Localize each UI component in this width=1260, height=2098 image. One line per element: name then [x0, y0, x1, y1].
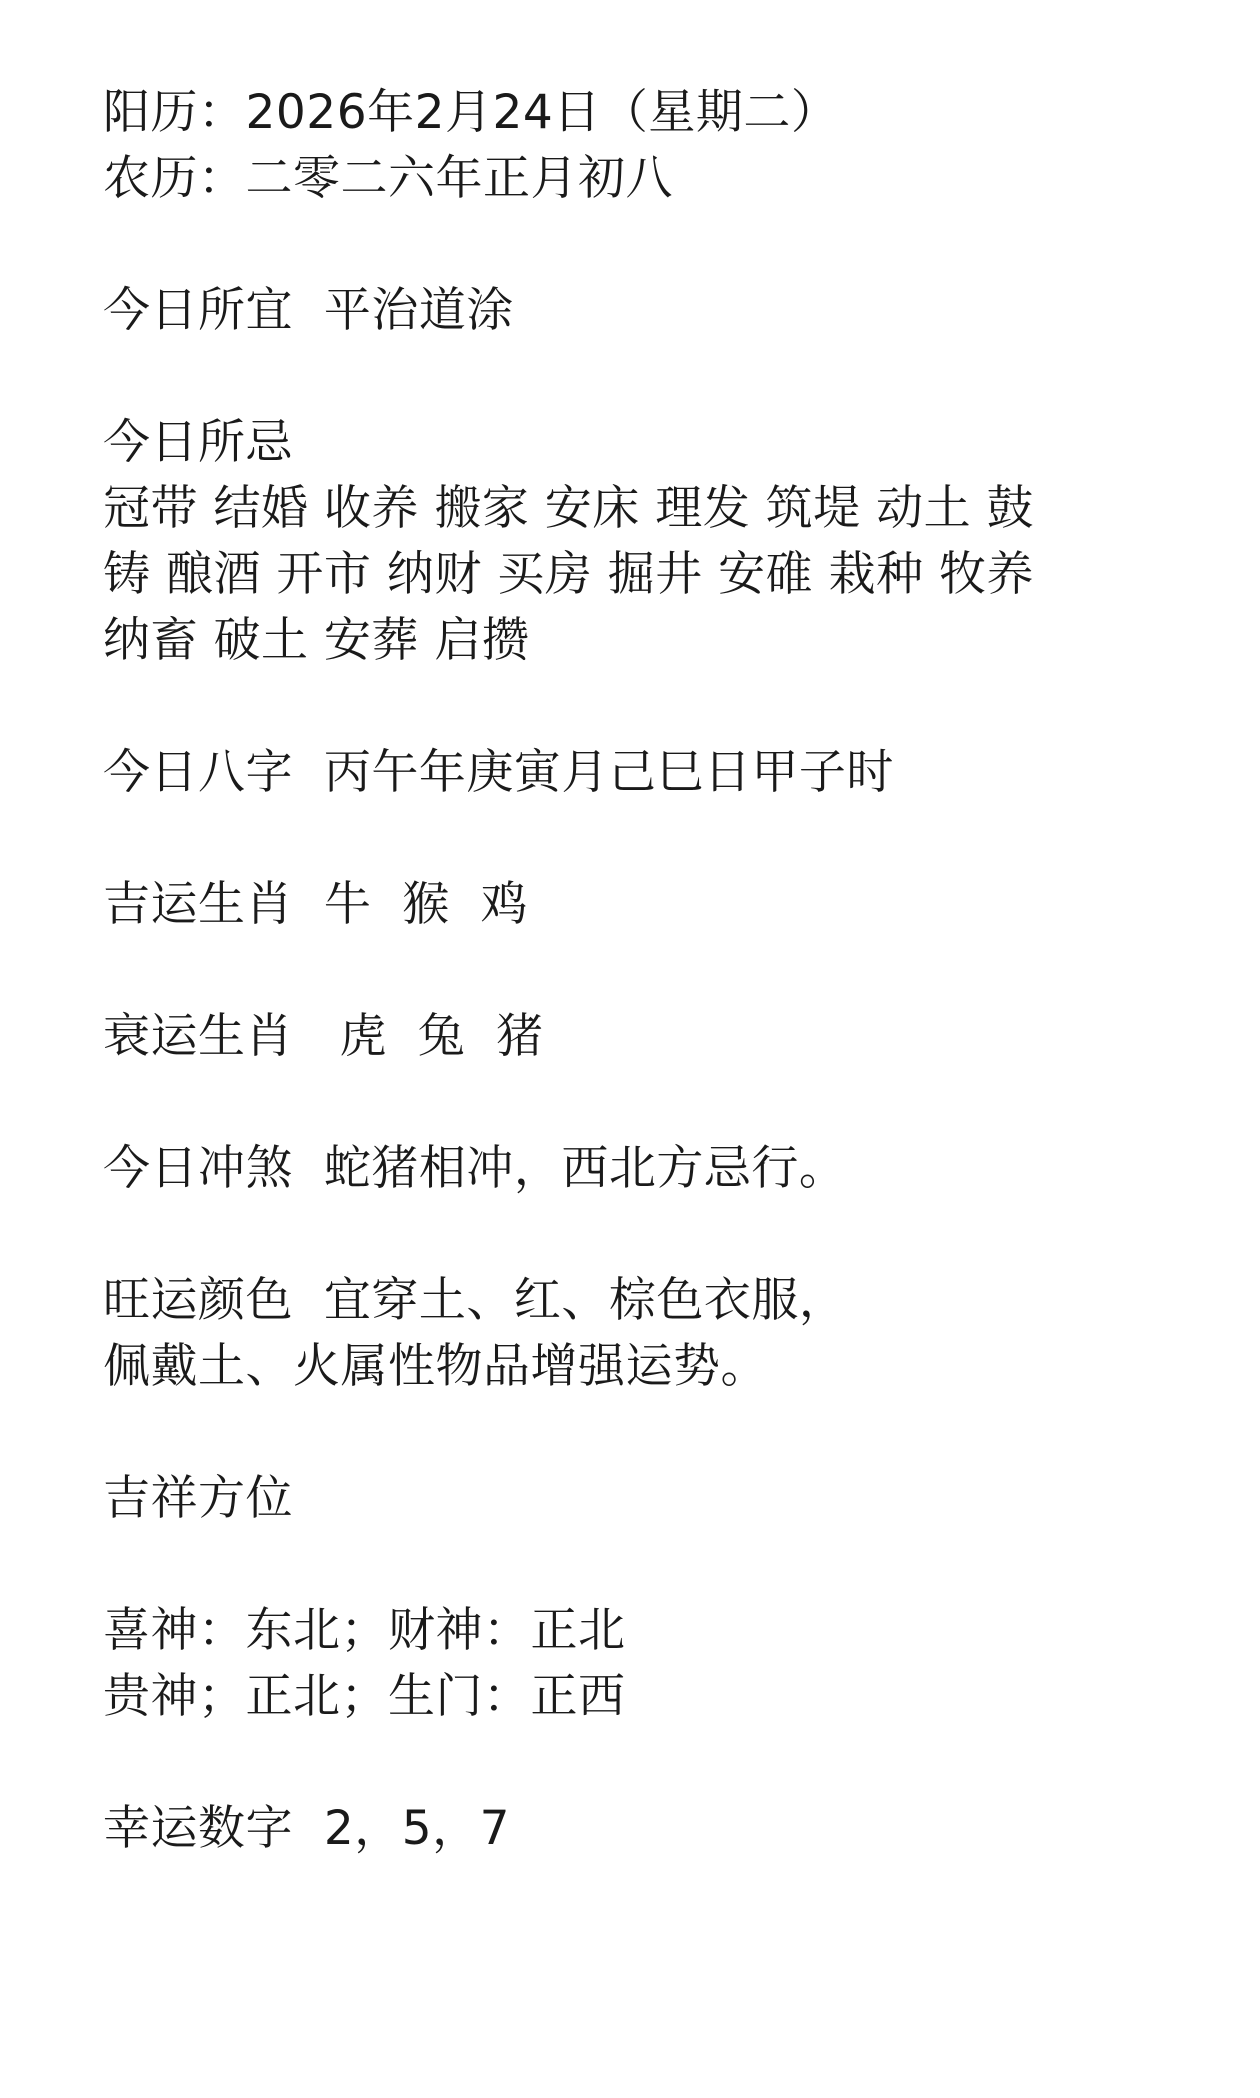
avoid-line-3: 纳畜 破土 安葬 启攒 — [103, 613, 530, 668]
spacer — [103, 1400, 1183, 1466]
spacer — [103, 1070, 1183, 1136]
almanac-document — [103, 80, 1183, 1862]
avoid-heading: 今日所忌 — [103, 415, 293, 470]
spacer — [103, 938, 1183, 1004]
spacer — [103, 1202, 1183, 1268]
clash-today: 今日冲煞 蛇猪相冲，西北方忌行。 — [103, 1141, 847, 1196]
directions-line-2: 贵神；正北；生门：正西 — [103, 1669, 626, 1724]
spacer — [103, 212, 1183, 278]
directions-heading: 吉祥方位 — [103, 1471, 293, 1526]
avoid-line-1: 冠带 结婚 收养 搬家 安床 理发 筑堤 动土 鼓 — [103, 481, 1035, 536]
bazi-today: 今日八字 丙午年庚寅月己巳日甲子时 — [103, 745, 894, 800]
unlucky-zodiac: 衰运生肖 虎 兔 猪 — [103, 1009, 544, 1064]
lunar-date: 农历：二零二六年正月初八 — [103, 151, 673, 206]
directions-line-1: 喜神：东北；财神：正北 — [103, 1603, 626, 1658]
suitable-today: 今日所宜 平治道涂 — [103, 283, 514, 338]
avoid-line-2: 铸 酿酒 开市 纳财 买房 掘井 安碓 栽种 牧养 — [103, 547, 1035, 602]
spacer — [103, 344, 1183, 410]
lucky-colors-line-1: 旺运颜色 宜穿土、红、棕色衣服， — [103, 1273, 847, 1328]
lucky-zodiac: 吉运生肖 牛 猴 鸡 — [103, 877, 529, 932]
spacer — [103, 1532, 1183, 1598]
spacer — [103, 674, 1183, 740]
lucky-colors-line-2: 佩戴土、火属性物品增强运势。 — [103, 1339, 768, 1394]
spacer — [103, 1730, 1183, 1796]
lucky-numbers: 幸运数字 2，5，7 — [103, 1801, 511, 1856]
spacer — [103, 806, 1183, 872]
solar-date: 阳历：2026年2月24日（星期二） — [103, 85, 839, 140]
